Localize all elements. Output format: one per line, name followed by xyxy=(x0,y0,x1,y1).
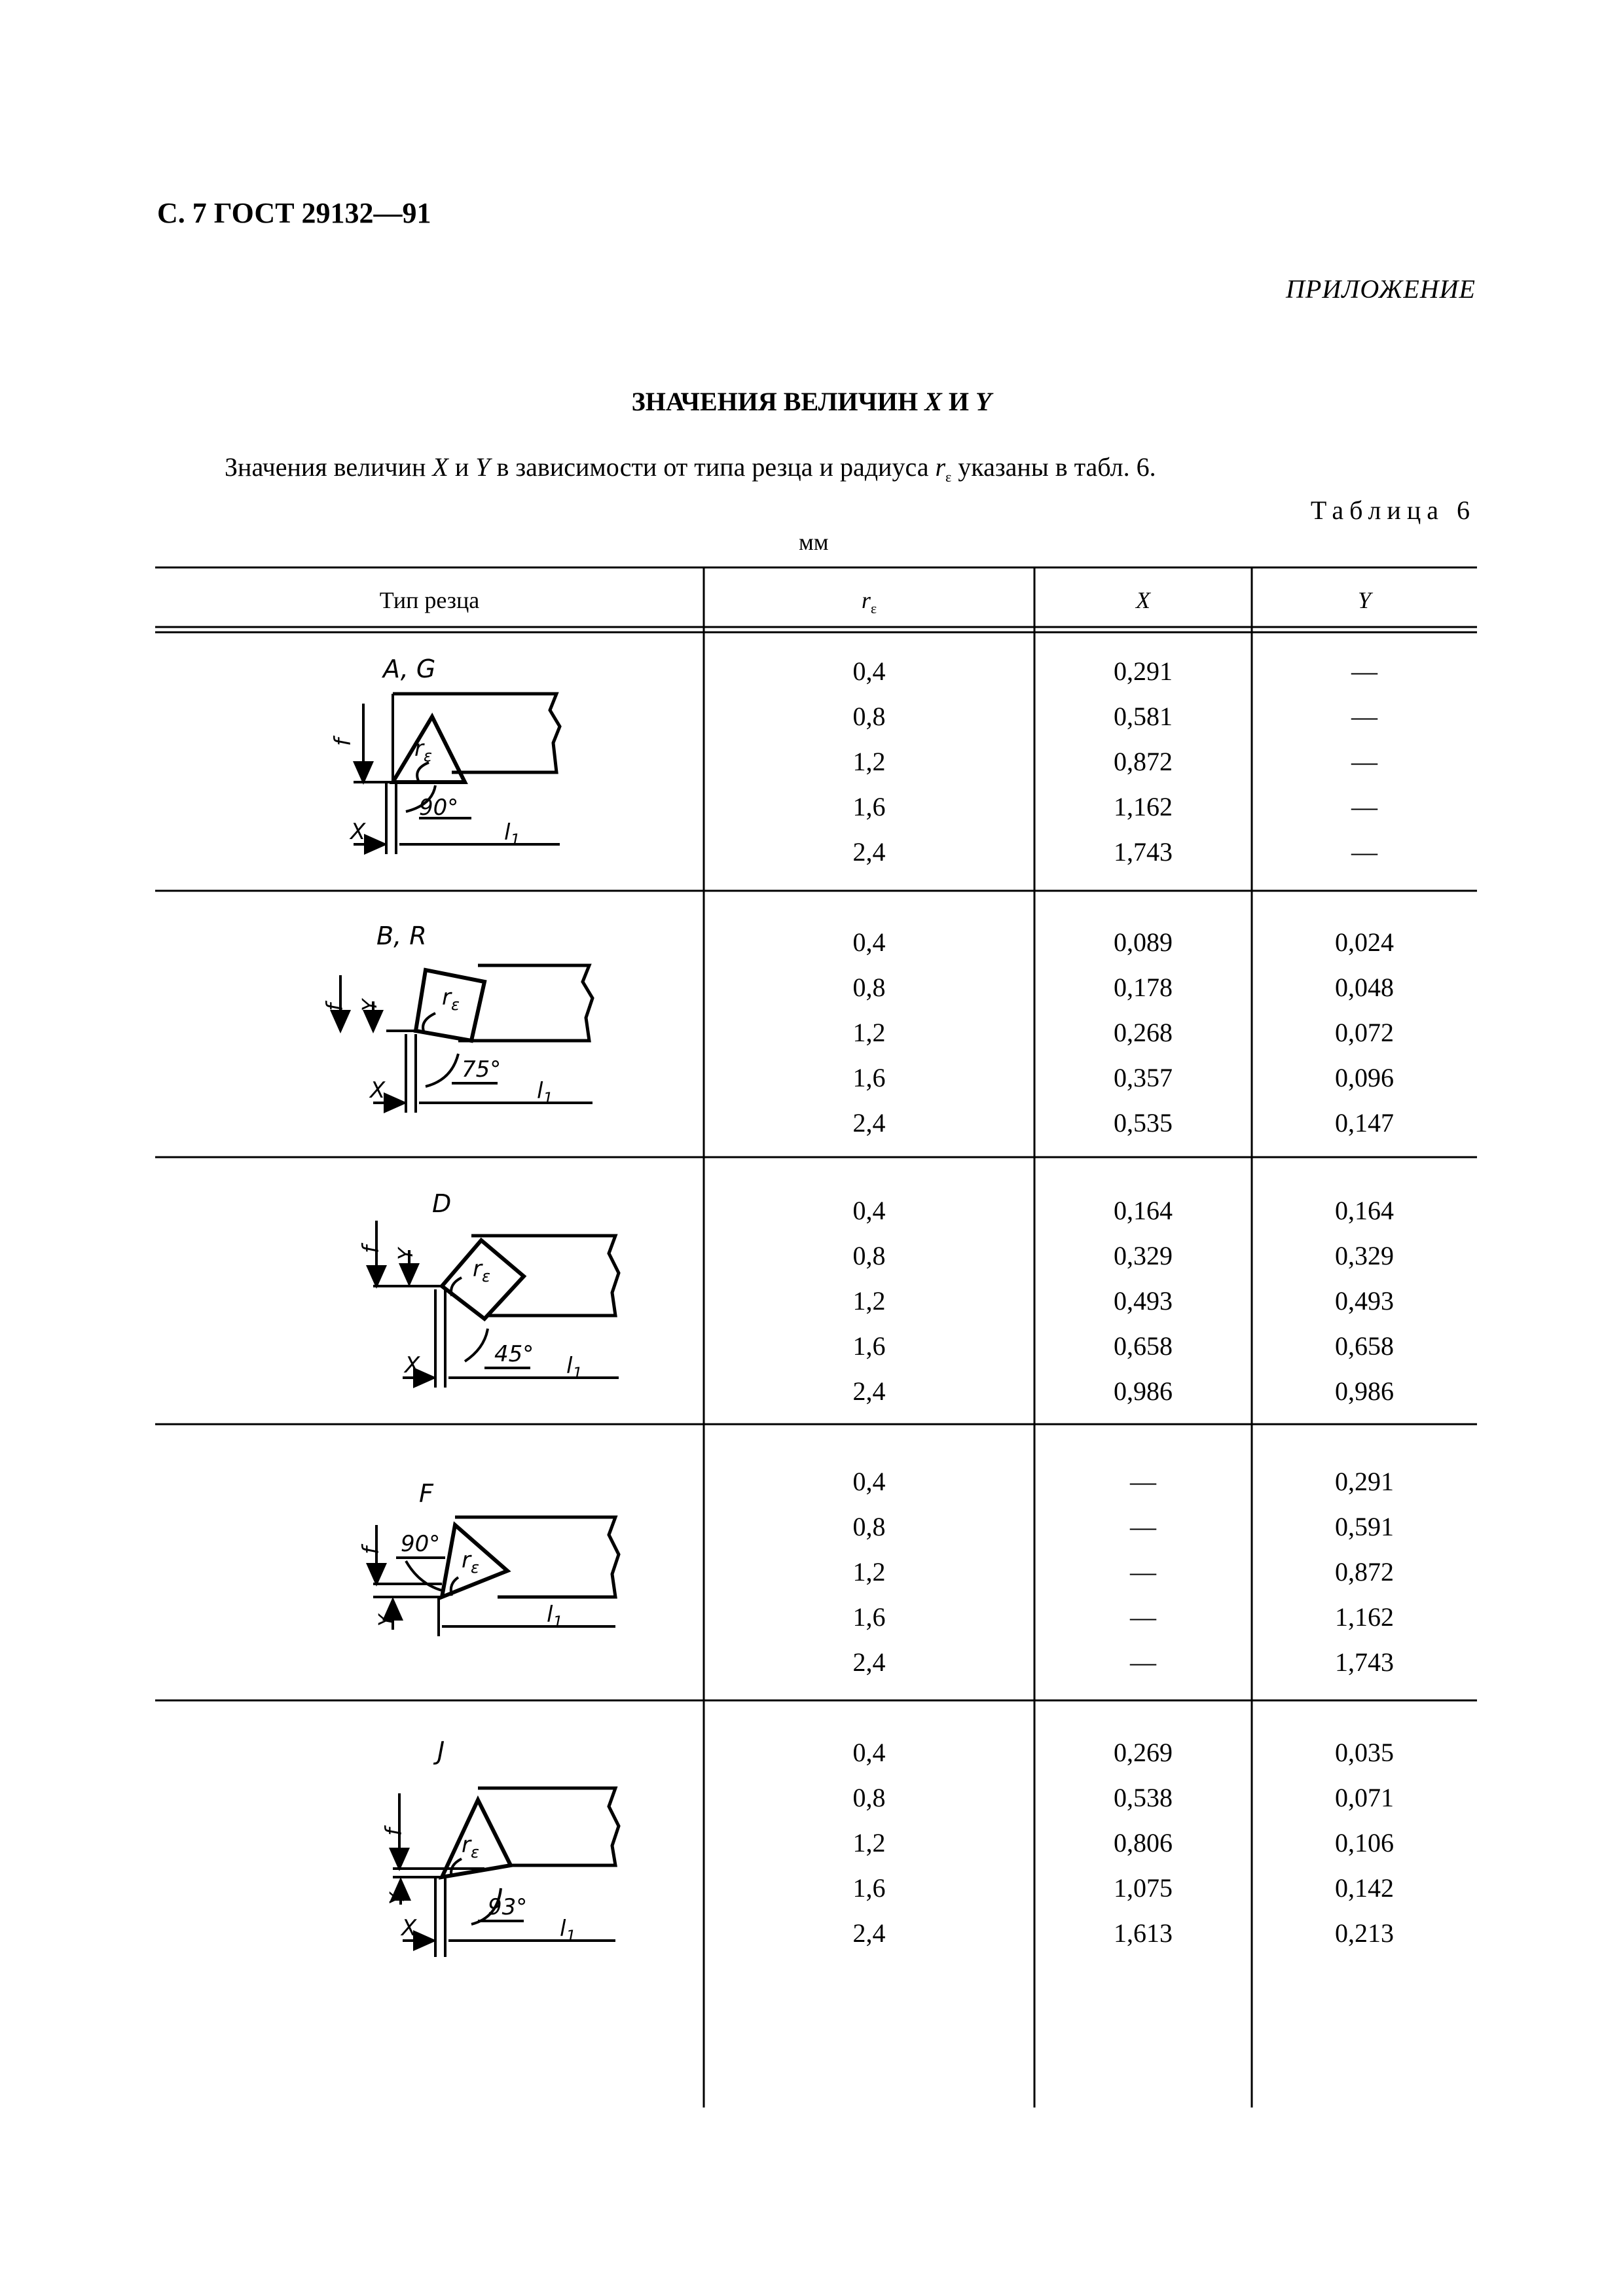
cell-y: — xyxy=(1351,702,1377,731)
title-prefix: ЗНАЧЕНИЯ ВЕЛИЧИН xyxy=(631,387,919,416)
cell-x: 0,581 xyxy=(1114,702,1173,731)
cell-y: 0,658 xyxy=(1335,1331,1394,1361)
angle-label-br: 75° xyxy=(462,1056,501,1083)
cell-x: 0,291 xyxy=(1114,656,1173,686)
cell-x: 0,493 xyxy=(1114,1286,1173,1316)
cell-r: 1,6 xyxy=(852,1063,886,1092)
intro-text-1: Значения величин xyxy=(225,452,426,482)
f-label-f: f xyxy=(358,1547,384,1554)
y-label-br: Y xyxy=(359,999,382,1011)
cell-r: 2,4 xyxy=(852,1376,886,1406)
y-label-f: Y xyxy=(375,1614,398,1626)
cell-y: 0,493 xyxy=(1335,1286,1394,1316)
cell-r: 0,4 xyxy=(852,1738,886,1767)
cell-y: 0,986 xyxy=(1335,1376,1394,1406)
cell-r: 2,4 xyxy=(852,837,886,867)
cell-x: 1,613 xyxy=(1114,1918,1173,1948)
header-y: Y xyxy=(1357,587,1372,613)
angle-label-j: 93° xyxy=(488,1894,528,1920)
cell-r: 0,8 xyxy=(852,1783,886,1812)
cell-x: 0,329 xyxy=(1114,1241,1173,1270)
cell-y: 0,164 xyxy=(1335,1196,1394,1225)
cell-x: 0,806 xyxy=(1114,1828,1173,1857)
cell-x: 0,268 xyxy=(1114,1018,1173,1047)
cell-x: 0,089 xyxy=(1114,927,1173,957)
f-label-j: f xyxy=(381,1828,407,1836)
table-label: Таблица 6 xyxy=(1310,495,1476,525)
intro-y: Y xyxy=(475,452,490,482)
cell-y: 0,329 xyxy=(1335,1241,1394,1270)
cell-y: — xyxy=(1351,656,1377,686)
cell-x: — xyxy=(1130,1512,1156,1541)
cell-y: 0,213 xyxy=(1335,1918,1394,1948)
y-label-d: Y xyxy=(395,1247,418,1260)
drawing-type-j xyxy=(381,1736,619,1957)
cell-r: 2,4 xyxy=(852,1108,886,1138)
cell-y: — xyxy=(1351,837,1377,867)
f-label-br: f xyxy=(322,1003,348,1011)
type-label-d: D xyxy=(432,1189,452,1218)
r-label-br: $r_\varepsilon$ xyxy=(442,984,460,1014)
x-label-j: X xyxy=(401,1915,417,1941)
cell-y: 0,035 xyxy=(1335,1738,1394,1767)
cell-x: — xyxy=(1130,1467,1156,1496)
l1-label-f: $l_1$ xyxy=(547,1602,563,1631)
intro-r-sub: ε xyxy=(945,469,952,485)
cell-r: 2,4 xyxy=(852,1647,886,1677)
header-r-sub: ε xyxy=(870,600,877,617)
x-label-d: X xyxy=(405,1352,420,1378)
cell-y: 0,142 xyxy=(1335,1873,1394,1903)
intro-r: r xyxy=(935,452,946,482)
cell-r: 0,8 xyxy=(852,1512,886,1541)
cell-r: 0,4 xyxy=(852,1467,886,1496)
cell-y: 0,106 xyxy=(1335,1828,1394,1857)
cell-x: 0,986 xyxy=(1114,1376,1173,1406)
cell-r: 1,2 xyxy=(852,1286,886,1316)
drawing-type-br xyxy=(322,922,593,1113)
cell-y: 0,048 xyxy=(1335,973,1394,1002)
angle-label-d: 45° xyxy=(494,1341,534,1367)
cell-y: 1,162 xyxy=(1335,1602,1394,1632)
f-label-ag: f xyxy=(330,738,356,746)
r-label-j: $r_\varepsilon$ xyxy=(462,1832,479,1861)
cell-y: 0,096 xyxy=(1335,1063,1394,1092)
r-label-d: $r_\varepsilon$ xyxy=(473,1256,490,1285)
cell-x: 0,178 xyxy=(1114,973,1173,1002)
x-label-ag: X xyxy=(350,819,366,845)
cell-y: 1,743 xyxy=(1335,1647,1394,1677)
angle-label-f: 90° xyxy=(401,1531,441,1557)
cell-x: — xyxy=(1130,1557,1156,1587)
type-label-j: J xyxy=(437,1736,445,1765)
cell-x: 0,538 xyxy=(1114,1783,1173,1812)
cell-y: 0,024 xyxy=(1335,927,1394,957)
title-x: X xyxy=(924,387,942,416)
cell-y: 0,147 xyxy=(1335,1108,1394,1138)
title-y: Y xyxy=(975,387,992,416)
drawing-type-d xyxy=(358,1189,619,1388)
header-x: X xyxy=(1136,587,1150,613)
l1-label-br: $l_1$ xyxy=(537,1078,553,1107)
l1-label-j: $l_1$ xyxy=(560,1916,576,1945)
type-label-f: F xyxy=(419,1479,433,1508)
appendix-label: ПРИЛОЖЕНИЕ xyxy=(1286,274,1476,304)
cell-r: 0,8 xyxy=(852,702,886,731)
r-label-f: $r_\varepsilon$ xyxy=(462,1547,479,1577)
type-label-br: B, R xyxy=(376,922,427,950)
l1-label-d: $l_1$ xyxy=(566,1353,583,1382)
cell-r: 2,4 xyxy=(852,1918,886,1948)
cell-x: 0,535 xyxy=(1114,1108,1173,1138)
header-r-text: r xyxy=(861,587,871,613)
r-label-ag: $r_\varepsilon$ xyxy=(414,736,432,765)
cell-y: — xyxy=(1351,792,1377,821)
cell-y: 0,872 xyxy=(1335,1557,1394,1587)
cell-y: 0,072 xyxy=(1335,1018,1394,1047)
intro-and: и xyxy=(454,452,469,482)
cell-x: 1,743 xyxy=(1114,837,1173,867)
f-label-d: f xyxy=(358,1246,384,1253)
y-label-j: Y xyxy=(386,1892,409,1905)
units-label: мм xyxy=(799,529,829,555)
drawing-type-f xyxy=(358,1479,619,1636)
cell-y: 0,591 xyxy=(1335,1512,1394,1541)
cell-r: 1,2 xyxy=(852,747,886,776)
cell-y: 0,291 xyxy=(1335,1467,1394,1496)
cell-y: 0,071 xyxy=(1335,1783,1394,1812)
header-type: Тип резца xyxy=(379,587,480,613)
cell-r: 0,4 xyxy=(852,656,886,686)
cell-r: 1,6 xyxy=(852,1331,886,1361)
cell-r: 0,4 xyxy=(852,1196,886,1225)
cell-x: — xyxy=(1130,1647,1156,1677)
cell-r: 1,2 xyxy=(852,1557,886,1587)
cell-r: 1,6 xyxy=(852,792,886,821)
drawing-type-ag xyxy=(330,655,560,854)
cell-x: 0,269 xyxy=(1114,1738,1173,1767)
angle-label-ag: 90° xyxy=(419,795,459,821)
intro-x: X xyxy=(432,452,448,482)
intro-text-3: указаны в табл. 6. xyxy=(958,452,1156,482)
cell-r: 1,2 xyxy=(852,1018,886,1047)
cell-x: 0,357 xyxy=(1114,1063,1173,1092)
x-label-br: X xyxy=(370,1077,386,1103)
cell-x: 0,164 xyxy=(1114,1196,1173,1225)
cell-x: 1,075 xyxy=(1114,1873,1173,1903)
cell-x: 0,872 xyxy=(1114,747,1173,776)
cell-y: — xyxy=(1351,747,1377,776)
cell-r: 0,4 xyxy=(852,927,886,957)
title-and: И xyxy=(948,387,969,416)
cell-r: 0,8 xyxy=(852,973,886,1002)
type-label-ag: A, G xyxy=(383,655,436,683)
cell-x: 1,162 xyxy=(1114,792,1173,821)
intro-text-2: в зависимости от типа резца и радиуса xyxy=(496,452,929,482)
cell-r: 1,6 xyxy=(852,1873,886,1903)
l1-label-ag: $l_1$ xyxy=(504,819,520,849)
cell-r: 0,8 xyxy=(852,1241,886,1270)
cell-x: — xyxy=(1130,1602,1156,1632)
cell-r: 1,6 xyxy=(852,1602,886,1632)
cell-r: 1,2 xyxy=(852,1828,886,1857)
page-header: С. 7 ГОСТ 29132—91 xyxy=(157,197,431,229)
cell-x: 0,658 xyxy=(1114,1331,1173,1361)
